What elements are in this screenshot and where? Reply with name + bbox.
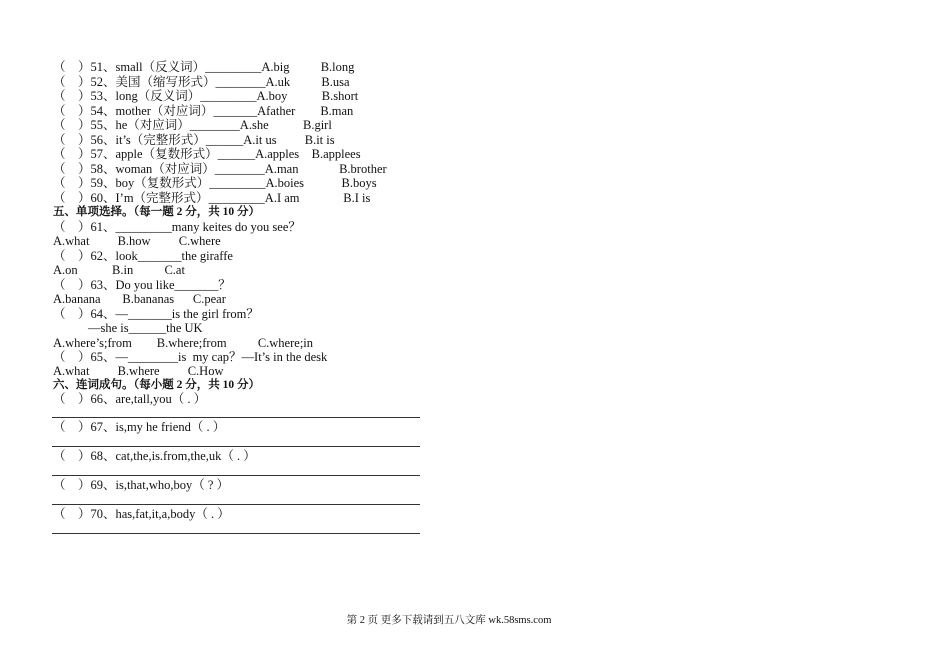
answer-line-67 xyxy=(52,446,420,447)
question-59: （ ）59、boy（复数形式）_________A.boies B.boys xyxy=(53,176,377,190)
page-footer: 第 2 页 更多下载请到五八文库 wk.58sms.com xyxy=(346,615,552,626)
question-54: （ ）54、mother（对应词）_______Afather B.man xyxy=(53,103,354,118)
question-58: （ ）58、woman（对应词）________A.man B.brother xyxy=(53,161,387,176)
question-63-options: A.banana B.bananas C.pear xyxy=(53,292,226,306)
question-67: （ ）67、is,my he friend（ . ） xyxy=(53,420,226,434)
question-66: （ ）66、are,tall,you（ . ） xyxy=(53,392,207,406)
answer-line-66 xyxy=(52,417,420,418)
question-68: （ ）68、cat,the,is.from,the,uk（ . ） xyxy=(53,449,256,463)
question-55: （ ）55、he（对应词）________A.she B.girl xyxy=(53,118,332,132)
section-5-heading: 五、单项选择。（每一题 2 分，共 10 分） xyxy=(53,206,260,218)
question-61-options: A.what B.how C.where xyxy=(53,234,221,248)
question-56: （ ）56、it’s（完整形式）______A.it us B.it is xyxy=(53,132,335,147)
question-62: （ ）62、look_______the giraffe xyxy=(53,248,233,263)
question-70: （ ）70、has,fat,it,a,body（ . ） xyxy=(53,507,230,521)
question-57: （ ）57、apple（复数形式）______A.apples B.applees xyxy=(53,147,361,161)
question-69: （ ）69、is,that,who,boy（ ? ） xyxy=(53,478,230,492)
answer-line-68 xyxy=(52,475,420,476)
section-6-heading: 六、连词成句。（每小题 2 分，共 10 分） xyxy=(53,379,260,391)
question-65: （ ）65、—________is my cap？—It’s in the desk xyxy=(53,349,328,364)
question-60: （ ）60、I’m（完整形式）_________A.I am B.I is xyxy=(53,190,371,205)
question-65-options: A.what B.where C.How xyxy=(53,364,224,378)
question-64: （ ）64、—_______is the girl from？ xyxy=(53,306,259,321)
question-64-options: A.where’s;from B.where;from C.where;in xyxy=(53,335,314,350)
question-63: （ ）63、Do you like_______？ xyxy=(53,277,231,292)
question-53: （ ）53、long（反义词）_________A.boy B.short xyxy=(53,89,359,103)
answer-line-69 xyxy=(52,504,420,505)
question-64-reply: —she is______the UK xyxy=(88,321,203,335)
question-51: （ ）51、small（反义词）_________A.big B.long xyxy=(53,60,355,74)
question-61: （ ）61、_________many keites do you see？ xyxy=(53,219,301,234)
question-62-options: A.on B.in C.at xyxy=(53,263,185,277)
question-52: （ ）52、美国（缩写形式）________A.uk B.usa xyxy=(53,74,350,89)
answer-line-70 xyxy=(52,533,420,534)
